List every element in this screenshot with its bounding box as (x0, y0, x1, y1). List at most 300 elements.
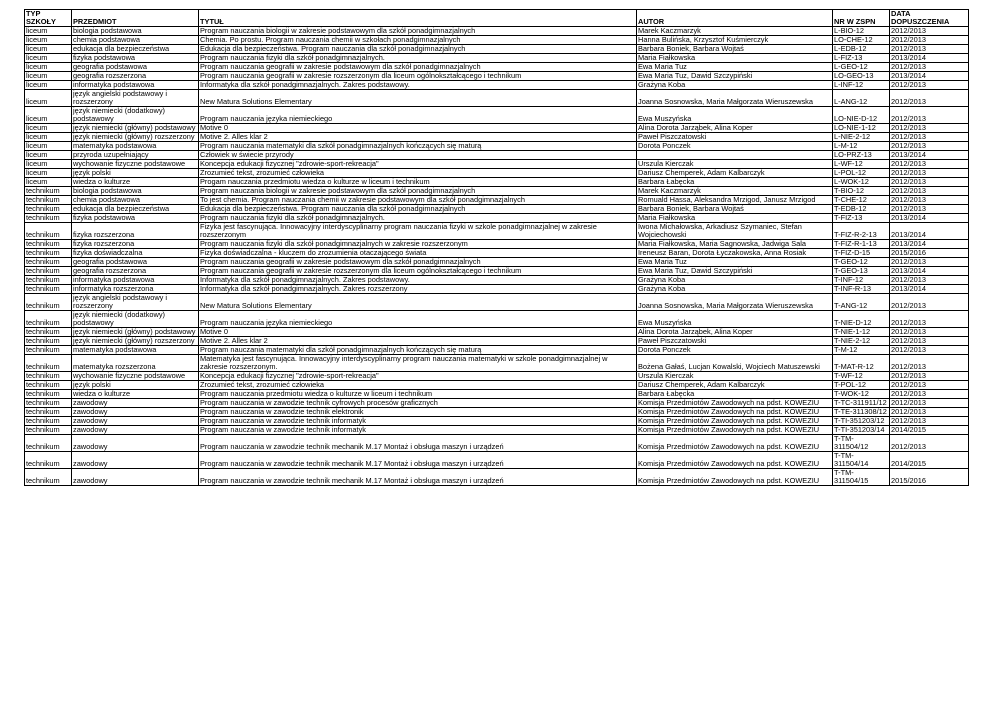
cell-school-type: liceum (25, 151, 72, 160)
cell-subject: język angielski podstawowy i rozszerzony (72, 294, 199, 311)
table-row (25, 426, 969, 435)
table-row (25, 337, 969, 346)
cell-number: T-NIE-D-12 (833, 311, 890, 328)
cell-title: New Matura Solutions Elementary (199, 90, 637, 107)
cell-number: L-POL-12 (833, 169, 890, 178)
cell-title: Koncepcja edukacji fizycznej "zdrowie-sport-rekreacja" (199, 372, 637, 381)
cell-number: T-TC-311911/12 (833, 399, 890, 408)
cell-title: To jest chemia. Program nauczania chemii w zakresie podstawowym dla szkół ponadgimnazjalnych (199, 196, 637, 205)
cell-author: Maria Fiałkowska (637, 54, 833, 63)
cell-school-type: technikum (25, 214, 72, 223)
cell-number: T-GEO-12 (833, 258, 890, 267)
cell-title: Program nauczania języka niemieckiego (199, 107, 637, 124)
cell-school-type: liceum (25, 178, 72, 187)
cell-author: Komisja Przedmiotów Zawodowych na pdst. KOWEZIU (637, 399, 833, 408)
cell-approval-date: 2013/2014 (890, 72, 969, 81)
table-row (25, 142, 969, 151)
column-header-subject: PRZEDMIOT (72, 10, 199, 27)
cell-subject: zawodowy (72, 426, 199, 435)
cell-approval-date: 2012/2013 (890, 276, 969, 285)
cell-approval-date: 2012/2013 (890, 372, 969, 381)
cell-title: Program nauczania fizyki dla szkół ponadgimnazjalnych. (199, 54, 637, 63)
cell-school-type: liceum (25, 63, 72, 72)
table-row (25, 133, 969, 142)
table-row (25, 276, 969, 285)
cell-school-type: technikum (25, 276, 72, 285)
cell-number: T-TI-351203/14 (833, 426, 890, 435)
cell-subject: język niemiecki (główny) rozszerzony (72, 337, 199, 346)
table-row (25, 196, 969, 205)
cell-approval-date: 2012/2013 (890, 81, 969, 90)
cell-author: Komisja Przedmiotów Zawodowych na pdst. KOWEZIU (637, 452, 833, 469)
cell-number: T-FIZ-13 (833, 214, 890, 223)
cell-school-type: liceum (25, 107, 72, 124)
cell-subject: zawodowy (72, 408, 199, 417)
cell-title: Program nauczania w zawodzie technik mechanik M.17 Montaż i obsługa maszyn i urządzeń (199, 435, 637, 452)
cell-approval-date: 2013/2014 (890, 223, 969, 240)
cell-subject: chemia podstawowa (72, 36, 199, 45)
cell-school-type: technikum (25, 408, 72, 417)
cell-author: Romuald Hassa, Aleksandra Mrzigod, Janusz Mrzigod (637, 196, 833, 205)
cell-school-type: technikum (25, 355, 72, 372)
cell-subject: geografia rozszerzona (72, 72, 199, 81)
cell-school-type: liceum (25, 45, 72, 54)
cell-author: Iwona Michałowska, Arkadiusz Szymaniec, Stefan Wojciechowski (637, 223, 833, 240)
cell-school-type: liceum (25, 142, 72, 151)
cell-number: T-WOK-12 (833, 390, 890, 399)
cell-school-type: technikum (25, 390, 72, 399)
cell-subject: zawodowy (72, 435, 199, 452)
cell-subject: chemia podstawowa (72, 196, 199, 205)
cell-title: Zrozumieć tekst, zrozumieć człowieka (199, 169, 637, 178)
table-row (25, 169, 969, 178)
cell-number: LO-NIE-1-12 (833, 124, 890, 133)
cell-title: Zrozumieć tekst, zrozumieć człowieka (199, 381, 637, 390)
column-header-school-type: TYP SZKOŁY (25, 10, 72, 27)
cell-number: L-GEO-12 (833, 63, 890, 72)
cell-number: L-FIZ-13 (833, 54, 890, 63)
table-row (25, 346, 969, 355)
cell-school-type: technikum (25, 328, 72, 337)
cell-approval-date: 2012/2013 (890, 133, 969, 142)
cell-approval-date: 2012/2013 (890, 27, 969, 36)
cell-number: LO-CHE-12 (833, 36, 890, 45)
cell-subject: fizyka podstawowa (72, 214, 199, 223)
cell-author: Urszula Kierczak (637, 160, 833, 169)
cell-subject: język niemiecki (główny) rozszerzony (72, 133, 199, 142)
cell-title: Program nauczania w zawodzie technik elektronik (199, 408, 637, 417)
cell-school-type: technikum (25, 267, 72, 276)
cell-approval-date: 2012/2013 (890, 337, 969, 346)
table-row (25, 27, 969, 36)
cell-school-type: technikum (25, 469, 72, 486)
cell-number: T-FIZ-R-1-13 (833, 240, 890, 249)
table-body (25, 27, 969, 486)
cell-approval-date: 2013/2014 (890, 240, 969, 249)
cell-school-type: liceum (25, 160, 72, 169)
cell-author: Alina Dorota Jarząbek, Alina Koper (637, 124, 833, 133)
table-row (25, 390, 969, 399)
cell-school-type: liceum (25, 90, 72, 107)
cell-subject: zawodowy (72, 469, 199, 486)
cell-author: Barbara Łabęcka (637, 390, 833, 399)
cell-number: L-EDB-12 (833, 45, 890, 54)
cell-school-type: technikum (25, 285, 72, 294)
cell-subject: zawodowy (72, 452, 199, 469)
cell-subject: zawodowy (72, 417, 199, 426)
cell-approval-date: 2012/2013 (890, 408, 969, 417)
cell-author: Ewa Muszyńska (637, 311, 833, 328)
cell-number: T-POL-12 (833, 381, 890, 390)
cell-title: Program nauczania fizyki dla szkół ponadgimnazjalnych w zakresie rozszerzonym (199, 240, 637, 249)
table-row (25, 187, 969, 196)
cell-school-type: technikum (25, 372, 72, 381)
table-row (25, 408, 969, 417)
cell-title: Program nauczania geografii w zakresie rozszerzonym dla liceum ogólnokształcącego i technikum (199, 267, 637, 276)
cell-author: Dariusz Chemperek, Adam Kalbarczyk (637, 169, 833, 178)
cell-approval-date: 2012/2013 (890, 142, 969, 151)
table-row (25, 452, 969, 469)
cell-author: Paweł Piszczatowski (637, 337, 833, 346)
cell-school-type: technikum (25, 452, 72, 469)
cell-school-type: technikum (25, 240, 72, 249)
table-row (25, 435, 969, 452)
cell-title: Program nauczania matematyki dla szkół ponadgimnazjalnych kończących się maturą (199, 142, 637, 151)
header-row (25, 10, 969, 27)
table-row (25, 355, 969, 372)
cell-school-type: technikum (25, 337, 72, 346)
cell-school-type: liceum (25, 72, 72, 81)
table-row (25, 311, 969, 328)
cell-school-type: technikum (25, 294, 72, 311)
cell-subject: geografia podstawowa (72, 258, 199, 267)
cell-subject: zawodowy (72, 399, 199, 408)
cell-author: Komisja Przedmiotów Zawodowych na pdst. KOWEZIU (637, 408, 833, 417)
cell-title: Informatyka dla szkół ponadgimnazjalnych. Zakres rozszerzony (199, 285, 637, 294)
cell-school-type: technikum (25, 399, 72, 408)
cell-subject: biologia podstawowa (72, 27, 199, 36)
cell-title: Program nauczania matematyki dla szkół ponadgimnazjalnych kończących się maturą (199, 346, 637, 355)
cell-author: Barbara Boniek, Barbara Wojtaś (637, 45, 833, 54)
cell-title: Program nauczania biologii w zakresie podstawowym dla szkół ponadgimnazjalnych (199, 27, 637, 36)
table-row (25, 381, 969, 390)
cell-subject: fizyka rozszerzona (72, 223, 199, 240)
cell-school-type: liceum (25, 169, 72, 178)
column-header-approval-date: DATA DOPUSZCZENIA (890, 10, 969, 27)
cell-title: Motive 2. Alles klar 2 (199, 337, 637, 346)
table-row (25, 469, 969, 486)
cell-number: LO-PRZ-13 (833, 151, 890, 160)
cell-number: L-INF-12 (833, 81, 890, 90)
cell-approval-date: 2012/2013 (890, 294, 969, 311)
cell-title: Fizyka doświadczalna - kluczem do zrozumienia otaczającego świata (199, 249, 637, 258)
cell-author: Ewa Maria Tuz, Dawid Szczypiński (637, 72, 833, 81)
cell-author: Joanna Sosnowska, Maria Małgorzata Wieruszewska (637, 90, 833, 107)
cell-title: Program nauczania w zawodzie technik informatyk (199, 426, 637, 435)
cell-number: L-ANG-12 (833, 90, 890, 107)
table-row (25, 372, 969, 381)
cell-school-type: liceum (25, 27, 72, 36)
cell-title: Motive 0 (199, 328, 637, 337)
cell-author: Marek Kaczmarzyk (637, 187, 833, 196)
cell-number: L-NIE-2-12 (833, 133, 890, 142)
cell-subject: przyroda uzupełniający (72, 151, 199, 160)
cell-title: Program nauczania w zawodzie technik informatyk (199, 417, 637, 426)
cell-number: T-WF-12 (833, 372, 890, 381)
table-row (25, 249, 969, 258)
table-row (25, 124, 969, 133)
cell-title: New Matura Solutions Elementary (199, 294, 637, 311)
cell-title: Program nauczania języka niemieckiego (199, 311, 637, 328)
cell-number: T-BIO-12 (833, 187, 890, 196)
cell-school-type: technikum (25, 258, 72, 267)
table-row (25, 151, 969, 160)
cell-author: Ireneusz Baran, Dorota Łyczakowska, Anna Rosiak (637, 249, 833, 258)
cell-number: T-M-12 (833, 346, 890, 355)
cell-approval-date: 2012/2013 (890, 435, 969, 452)
cell-subject: matematyka podstawowa (72, 346, 199, 355)
cell-number: L-BIO-12 (833, 27, 890, 36)
cell-author: Grażyna Koba (637, 81, 833, 90)
cell-approval-date: 2012/2013 (890, 328, 969, 337)
cell-number: T-TM-311504/14 (833, 452, 890, 469)
cell-number: T-INF-12 (833, 276, 890, 285)
cell-school-type: technikum (25, 435, 72, 452)
cell-approval-date: 2013/2014 (890, 54, 969, 63)
cell-approval-date: 2012/2013 (890, 417, 969, 426)
cell-school-type: technikum (25, 381, 72, 390)
table-row (25, 294, 969, 311)
cell-subject: język polski (72, 169, 199, 178)
cell-author: Hanna Bulińska, Krzysztof Kuśmierczyk (637, 36, 833, 45)
cell-number: T-FIZ-D-15 (833, 249, 890, 258)
cell-title: Program nauczania w zawodzie technik cyfrowych procesów graficznych (199, 399, 637, 408)
cell-subject: matematyka podstawowa (72, 142, 199, 151)
cell-approval-date: 2014/2015 (890, 452, 969, 469)
cell-approval-date: 2012/2013 (890, 169, 969, 178)
cell-title: Informatyka dla szkół ponadgimnazjalnych. Zakres podstawowy. (199, 81, 637, 90)
cell-author: Ewa Maria Tuz (637, 63, 833, 72)
cell-title: Edukacja dla bezpieczeństwa. Program nauczania dla szkół ponadgimnazjalnych (199, 205, 637, 214)
cell-number: L-M-12 (833, 142, 890, 151)
cell-subject: wychowanie fizyczne podstawowe (72, 372, 199, 381)
cell-school-type: technikum (25, 417, 72, 426)
cell-subject: geografia rozszerzona (72, 267, 199, 276)
cell-school-type: technikum (25, 426, 72, 435)
cell-approval-date: 2012/2013 (890, 124, 969, 133)
cell-subject: edukacja dla bezpieczeństwa (72, 205, 199, 214)
table-row (25, 285, 969, 294)
cell-title: Informatyka dla szkół ponadgimnazjalnych. Zakres podstawowy. (199, 276, 637, 285)
cell-author: Maria Fiałkowska, Maria Sagnowska, Jadwiga Sala (637, 240, 833, 249)
cell-title: Motive 0 (199, 124, 637, 133)
cell-subject: informatyka podstawowa (72, 81, 199, 90)
cell-title: Program nauczania fizyki dla szkół ponadgimnazjalnych. (199, 214, 637, 223)
cell-author: Maria Fiałkowska (637, 214, 833, 223)
cell-title: Program nauczania geografii w zakresie podstawowym dla szkół ponadgimnazjalnych (199, 63, 637, 72)
cell-approval-date: 2012/2013 (890, 258, 969, 267)
table-row (25, 36, 969, 45)
cell-approval-date: 2012/2013 (890, 90, 969, 107)
cell-subject: język polski (72, 381, 199, 390)
cell-author: Grażyna Koba (637, 276, 833, 285)
cell-subject: fizyka rozszerzona (72, 240, 199, 249)
cell-approval-date: 2015/2016 (890, 249, 969, 258)
table-header (25, 10, 969, 27)
column-header-title: TYTUŁ (199, 10, 637, 27)
cell-author (637, 151, 833, 160)
cell-number: T-INF-R-13 (833, 285, 890, 294)
cell-title: Matematyka jest fascynująca. Innowacyjny interdyscyplinarny program nauczania matematyki w szkole ponadgimnazjalnej w zakresie rozszerzonym. (199, 355, 637, 372)
cell-approval-date: 2013/2014 (890, 267, 969, 276)
cell-school-type: technikum (25, 205, 72, 214)
cell-title: Program nauczania geografii w zakresie rozszerzonym dla liceum ogólnokształcącego i technikum (199, 72, 637, 81)
cell-author: Grażyna Koba (637, 285, 833, 294)
curriculum-table (24, 9, 969, 486)
cell-school-type: technikum (25, 187, 72, 196)
cell-author: Urszula Kierczak (637, 372, 833, 381)
cell-number: T-ANG-12 (833, 294, 890, 311)
cell-title: Koncepcja edukacji fizycznej "zdrowie-sport-rekreacja" (199, 160, 637, 169)
cell-school-type: technikum (25, 249, 72, 258)
cell-approval-date: 2012/2013 (890, 63, 969, 72)
cell-author: Ewa Maria Tuz (637, 258, 833, 267)
table-row (25, 90, 969, 107)
table-row (25, 223, 969, 240)
cell-title: Edukacja dla bezpieczeństwa. Program nauczania dla szkół ponadgimnazjalnych (199, 45, 637, 54)
cell-author: Paweł Piszczatowski (637, 133, 833, 142)
cell-subject: informatyka rozszerzona (72, 285, 199, 294)
cell-approval-date: 2012/2013 (890, 205, 969, 214)
cell-approval-date: 2012/2013 (890, 355, 969, 372)
cell-subject: fizyka podstawowa (72, 54, 199, 63)
column-header-number: NR W ZSPN (833, 10, 890, 27)
cell-approval-date: 2012/2013 (890, 36, 969, 45)
table-row (25, 178, 969, 187)
cell-number: LO-NIE-D-12 (833, 107, 890, 124)
cell-number: L-WOK-12 (833, 178, 890, 187)
cell-approval-date: 2013/2014 (890, 151, 969, 160)
cell-subject: język niemiecki (dodatkowy) podstawowy (72, 107, 199, 124)
table-row (25, 240, 969, 249)
cell-approval-date: 2012/2013 (890, 399, 969, 408)
cell-number: T-NIE-1-12 (833, 328, 890, 337)
cell-title: Fizyka jest fascynująca. Innowacyjny interdyscyplinarny program nauczania fizyki w szkole ponadgimnazjalnej w zakresie rozszerzonym (199, 223, 637, 240)
cell-approval-date: 2014/2015 (890, 426, 969, 435)
cell-school-type: liceum (25, 36, 72, 45)
cell-subject: fizyka doświadczalna (72, 249, 199, 258)
cell-school-type: technikum (25, 346, 72, 355)
cell-subject: język niemiecki (główny) podstawowy (72, 328, 199, 337)
cell-author: Dorota Ponczek (637, 142, 833, 151)
cell-school-type: liceum (25, 54, 72, 63)
cell-subject: wiedza o kulturze (72, 390, 199, 399)
cell-title: Program nauczania przedmiotu wiedza o kulturze w liceum i technikum (199, 390, 637, 399)
table-row (25, 45, 969, 54)
cell-school-type: liceum (25, 133, 72, 142)
cell-number: L-WF-12 (833, 160, 890, 169)
cell-number: LO-GEO-13 (833, 72, 890, 81)
cell-approval-date: 2012/2013 (890, 178, 969, 187)
table-row (25, 399, 969, 408)
table-row (25, 328, 969, 337)
cell-school-type: technikum (25, 311, 72, 328)
cell-number: T-CHE-12 (833, 196, 890, 205)
cell-title: Program nauczania biologii w zakresie podstawowym dla szkół ponadgimnazjalnych (199, 187, 637, 196)
table-row (25, 72, 969, 81)
cell-subject: język niemiecki (główny) podstawowy (72, 124, 199, 133)
table-row (25, 267, 969, 276)
cell-number: T-TM-311504/12 (833, 435, 890, 452)
cell-number: T-EDB-12 (833, 205, 890, 214)
cell-approval-date: 2013/2014 (890, 214, 969, 223)
table-row (25, 214, 969, 223)
cell-approval-date: 2012/2013 (890, 390, 969, 399)
cell-subject: edukacja dla bezpieczeństwa (72, 45, 199, 54)
table-row (25, 205, 969, 214)
cell-approval-date: 2012/2013 (890, 187, 969, 196)
cell-title: Program nauczania w zawodzie technik mechanik M.17 Montaż i obsługa maszyn i urządzeń (199, 452, 637, 469)
cell-author: Komisja Przedmiotów Zawodowych na pdst. KOWEZIU (637, 426, 833, 435)
cell-number: T-GEO-13 (833, 267, 890, 276)
cell-title: Program nauczania w zawodzie technik mechanik M.17 Montaż i obsługa maszyn i urządzeń (199, 469, 637, 486)
cell-approval-date: 2012/2013 (890, 45, 969, 54)
cell-title: Człowiek w świecie przyrody (199, 151, 637, 160)
cell-subject: matematyka rozszerzona (72, 355, 199, 372)
cell-approval-date: 2012/2013 (890, 346, 969, 355)
cell-author: Dorota Ponczek (637, 346, 833, 355)
cell-subject: informatyka podstawowa (72, 276, 199, 285)
cell-school-type: technikum (25, 223, 72, 240)
cell-approval-date: 2012/2013 (890, 311, 969, 328)
cell-title: Motive 2. Alles klar 2 (199, 133, 637, 142)
cell-subject: wiedza o kulturze (72, 178, 199, 187)
cell-approval-date: 2013/2014 (890, 285, 969, 294)
cell-approval-date: 2012/2013 (890, 381, 969, 390)
cell-author: Joanna Sosnowska, Maria Małgorzata Wieruszewska (637, 294, 833, 311)
cell-author: Komisja Przedmiotów Zawodowych na pdst. KOWEZIU (637, 417, 833, 426)
cell-subject: język niemiecki (dodatkowy) podstawowy (72, 311, 199, 328)
cell-title: Program nauczania geografii w zakresie podstawowym dla szkół ponadgimnazjalnych (199, 258, 637, 267)
table-row (25, 107, 969, 124)
cell-number: T-FIZ-R-2-13 (833, 223, 890, 240)
table-row (25, 160, 969, 169)
table-row (25, 54, 969, 63)
cell-author: Ewa Maria Tuz, Dawid Szczypiński (637, 267, 833, 276)
cell-author: Barbara Boniek, Barbara Wojtaś (637, 205, 833, 214)
cell-author: Komisja Przedmiotów Zawodowych na pdst. KOWEZIU (637, 469, 833, 486)
cell-number: T-NIE-2-12 (833, 337, 890, 346)
cell-number: T-TE-311308/12 (833, 408, 890, 417)
cell-school-type: liceum (25, 124, 72, 133)
cell-title: Progam nauczania przedmiotu wiedza o kulturze w liceum i technikum (199, 178, 637, 187)
cell-subject: biologia podstawowa (72, 187, 199, 196)
cell-author: Alina Dorota Jarząbek, Alina Koper (637, 328, 833, 337)
column-header-author: AUTOR (637, 10, 833, 27)
cell-number: T-TI-351203/12 (833, 417, 890, 426)
cell-title: Chemia. Po prostu. Program nauczania chemii w szkołach ponadgimnazjalnych (199, 36, 637, 45)
table-row (25, 417, 969, 426)
cell-author: Marek Kaczmarzyk (637, 27, 833, 36)
cell-approval-date: 2012/2013 (890, 196, 969, 205)
cell-number: T-TM-311504/15 (833, 469, 890, 486)
cell-author: Komisja Przedmiotów Zawodowych na pdst. KOWEZIU (637, 435, 833, 452)
cell-number: T-MAT-R-12 (833, 355, 890, 372)
cell-subject: język angielski podstawowy i rozszerzony (72, 90, 199, 107)
cell-school-type: liceum (25, 81, 72, 90)
cell-approval-date: 2012/2013 (890, 160, 969, 169)
cell-author: Barbara Łabęcka (637, 178, 833, 187)
